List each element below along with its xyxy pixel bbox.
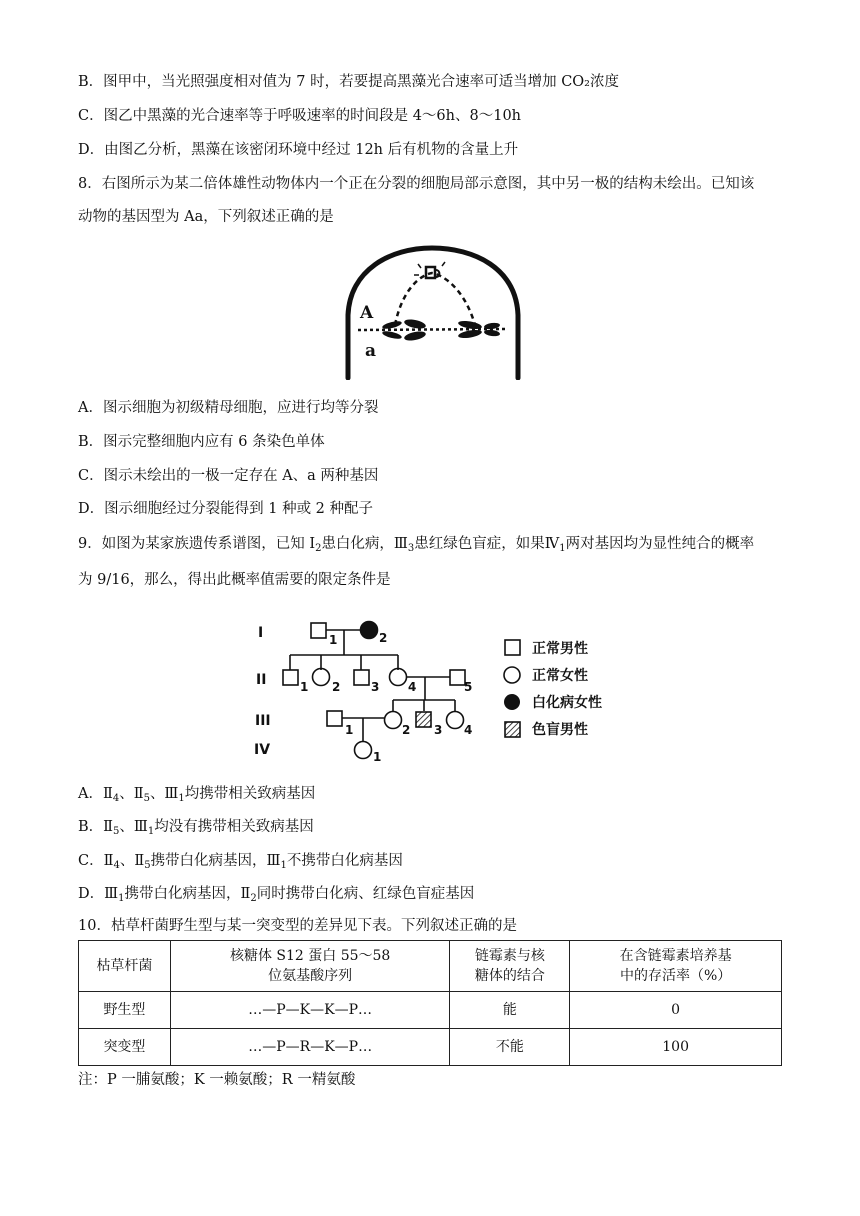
- q7-option-d: D．由图乙分析，黑藻在该密闭环境中经过 12h 后有机物的含量上升: [78, 142, 519, 158]
- q8-option-b: B．图示完整细胞内应有 6 条染色单体: [78, 434, 325, 450]
- generation-label-1: I: [258, 625, 264, 641]
- q8-option-c: C．图示未绘出的一极一定存在 A、a 两种基因: [78, 468, 379, 484]
- legend-normal-female: 正常女性: [532, 668, 588, 684]
- q8-option-a: A．图示细胞为初级精母细胞，应进行均等分裂: [78, 400, 379, 416]
- table-row: [79, 1029, 782, 1066]
- table-cell: 野生型: [79, 992, 171, 1029]
- num-i1: 1: [329, 633, 338, 647]
- num-iii4: 4: [464, 723, 473, 737]
- table-cell: …—P—K—K—P…: [170, 992, 450, 1029]
- table-cell: 0: [570, 992, 782, 1029]
- q9-option-b: B．$Ⅱ_5$、$Ⅲ_1$均没有携带相关致病基因: [78, 819, 314, 837]
- num-iii2: 2: [402, 723, 411, 737]
- q8-stem-line2: 动物的基因型为 Aa，下列叙述正确的是: [78, 209, 334, 225]
- table-header-sequence: 核糖体 S12 蛋白 55～58 位氨基酸序列: [170, 941, 450, 992]
- table-header-row: [79, 941, 782, 992]
- table-cell: 100: [570, 1029, 782, 1066]
- table-cell: …—P—R—K—P…: [170, 1029, 450, 1066]
- gene-label-a-upper: A: [360, 303, 374, 323]
- generation-label-2: II: [256, 672, 267, 688]
- num-ii1: 1: [300, 680, 309, 694]
- cell-division-figure: [320, 240, 540, 380]
- table-cell: 能: [450, 992, 570, 1029]
- q7-option-b: B．图甲中，当光照强度相对值为 7 时，若要提高黑藻光合速率可适当增加 CO₂浓度: [78, 74, 619, 90]
- num-i2: 2: [379, 631, 388, 645]
- q9-option-c: C．$Ⅱ_4$、$Ⅱ_5$携带白化病基因，$Ⅲ_1$不携带白化病基因: [78, 853, 403, 871]
- num-iv1: 1: [373, 750, 382, 764]
- table-row: [79, 992, 782, 1029]
- q9-option-d: D．$Ⅲ_1$携带白化病基因，$Ⅱ_2$同时携带白化病、红绿色盲症基因: [78, 886, 475, 904]
- table-cell: 突变型: [79, 1029, 171, 1066]
- table-header-survival: 在含链霉素培养基 中的存活率（%）: [570, 941, 782, 992]
- q9-stem-line1: 9．如图为某家族遗传系谱图，已知 $I_2$患白化病，$Ⅲ_3$患红绿色盲症，如果$Ⅳ_1$两对基因均为显性纯合的概率: [78, 536, 755, 554]
- q10-note: 注：P 一脯氨酸；K 一赖氨酸；R 一精氨酸: [78, 1072, 356, 1088]
- q9-option-a: A．$Ⅱ_4$、$Ⅱ_5$、$Ⅲ_1$均携带相关致病基因: [78, 786, 316, 804]
- legend-colorblind-male: 色盲男性: [532, 722, 588, 738]
- spindle-fibers: [395, 273, 475, 325]
- generation-label-4: IV: [254, 742, 271, 758]
- q7-option-c: C．图乙中黑藻的光合速率等于呼吸速率的时间段是 4～6h、8～10h: [78, 108, 522, 124]
- legend-normal-male: 正常男性: [532, 641, 588, 657]
- table-header-binding: 链霉素与核 糖体的结合: [450, 941, 570, 992]
- num-ii3: 3: [371, 680, 380, 694]
- q8-stem-line1: 8．右图所示为某二倍体雄性动物体内一个正在分裂的细胞局部示意图，其中另一极的结构未绘出。已知该: [78, 176, 755, 192]
- generation-label-3: III: [255, 713, 271, 729]
- pedigree-legend: [504, 640, 602, 738]
- num-ii2: 2: [332, 680, 341, 694]
- num-iii3: 3: [434, 723, 443, 737]
- pedigree-chart: [240, 610, 630, 768]
- gene-label-a-lower: a: [365, 341, 377, 361]
- num-iii1: 1: [345, 723, 354, 737]
- q8-option-d: D．图示细胞经过分裂能得到 1 种或 2 种配子: [78, 501, 374, 517]
- q10-stem: 10．枯草杆菌野生型与某一突变型的差异见下表。下列叙述正确的是: [78, 918, 517, 934]
- legend-albinism-female: 白化病女性: [532, 695, 602, 711]
- mutation-table: [78, 940, 782, 1066]
- num-ii4: 4: [408, 680, 417, 694]
- table-header-strain: 枯草杆菌: [79, 941, 171, 992]
- table-cell: 不能: [450, 1029, 570, 1066]
- q9-stem-line2: 为 9/16，那么，得出此概率值需要的限定条件是: [78, 572, 391, 588]
- num-ii5: 5: [464, 680, 473, 694]
